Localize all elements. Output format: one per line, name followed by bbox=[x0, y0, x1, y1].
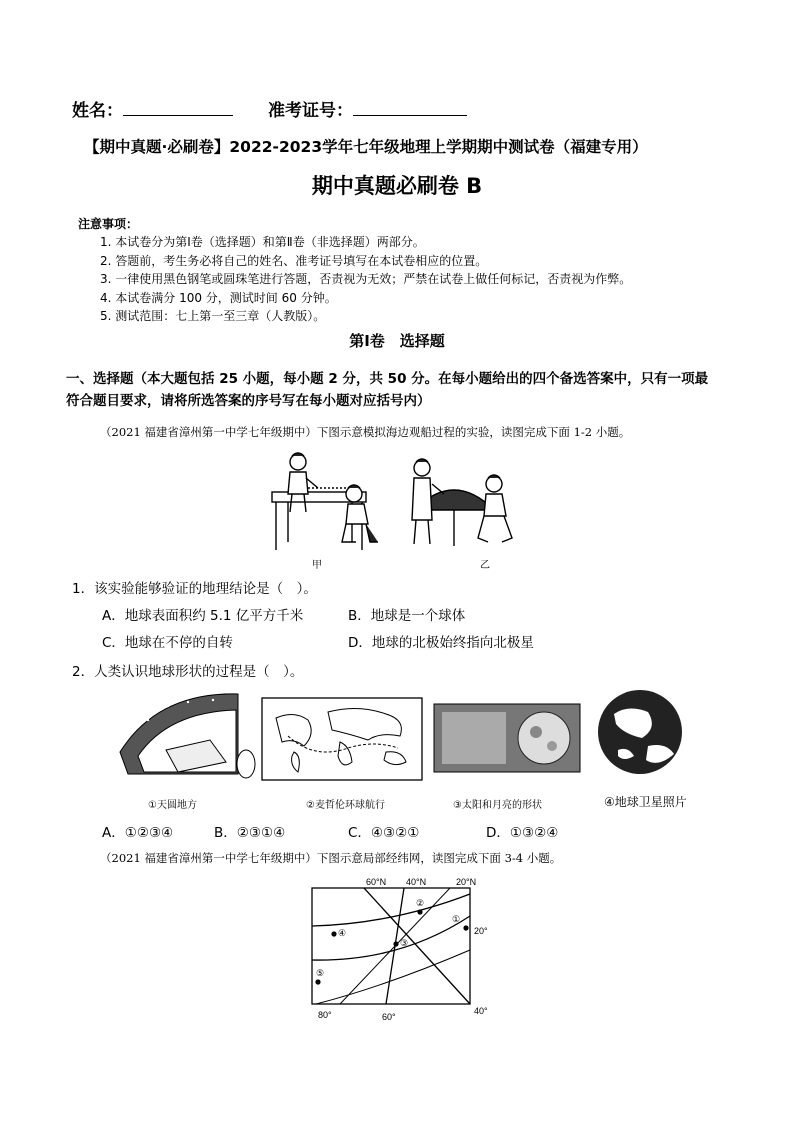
notice-item: 3. 一律使用黑色钢笔或圆珠笔进行答题，否责视为无效；严禁在试卷上做任何标记，否责视为作弊。 bbox=[100, 272, 632, 286]
source-note-2: （2021 福建省漳州第一中学七年级期中）下图示意局部经纬网，读图完成下面 3-4 小题。 bbox=[100, 851, 562, 865]
notice-item: 1. 本试卷分为第Ⅰ卷（选择题）和第Ⅱ卷（非选择题）两部分。 bbox=[100, 235, 425, 249]
dome-sky-figure bbox=[120, 694, 255, 778]
question-1-option-c[interactable]: C．地球在不停的自转 bbox=[102, 635, 233, 651]
lat-label-40n: 40°N bbox=[406, 877, 427, 887]
exam-id-label: 准考证号： bbox=[268, 101, 353, 121]
question-2-option-c[interactable]: C．④③②① bbox=[348, 825, 420, 841]
point-2: ② bbox=[416, 898, 425, 908]
section-title: 第Ⅰ卷 选择题 bbox=[349, 332, 445, 350]
name-blank[interactable] bbox=[123, 99, 233, 116]
notice-heading: 注意事项： bbox=[78, 217, 139, 231]
history-illustrations bbox=[118, 690, 688, 790]
exam-subtitle: 期中真题必刷卷 B bbox=[311, 174, 483, 198]
lon-label-40: 40° bbox=[474, 1006, 488, 1016]
caption-4: ④地球卫星照片 bbox=[604, 795, 687, 809]
graticule-diagram bbox=[300, 874, 500, 1024]
part1-instructions bbox=[66, 368, 708, 412]
lon-label-60: 60° bbox=[382, 1012, 396, 1022]
name-label: 姓名： bbox=[72, 101, 123, 121]
question-1-option-a[interactable]: A．地球表面积约 5.1 亿平方千米 bbox=[102, 608, 304, 624]
question-2-figures bbox=[118, 690, 688, 810]
question-1-option-d[interactable]: D．地球的北极始终指向北极星 bbox=[348, 635, 534, 651]
earth-photo-figure bbox=[598, 690, 682, 774]
notice-item: 2. 答题前，考生务必将自己的姓名、准考证号填写在本试卷相应的位置。 bbox=[100, 253, 488, 268]
exam-id-field bbox=[268, 96, 467, 121]
exam-id-blank[interactable] bbox=[353, 99, 467, 116]
notice-item: 4. 本试卷满分 100 分，测试时间 60 分钟。 bbox=[100, 290, 337, 305]
question-2-option-b[interactable]: B．②③①④ bbox=[214, 825, 286, 841]
question-2-option-a[interactable]: A．①②③④ bbox=[102, 825, 174, 841]
sun-moon-figure bbox=[434, 704, 580, 772]
point-1: ① bbox=[452, 914, 461, 924]
figure-graticule bbox=[300, 874, 500, 1024]
name-field bbox=[72, 96, 233, 121]
question-1-stem: 1．该实验能够验证的地理结论是（ ）。 bbox=[72, 581, 317, 597]
point-3: ③ bbox=[400, 938, 409, 948]
lat-label-60n: 60°N bbox=[366, 877, 387, 887]
lon-label-80: 80° bbox=[318, 1010, 332, 1020]
figure-ship-experiment bbox=[262, 450, 532, 570]
point-5: ⑤ bbox=[316, 968, 325, 978]
caption-3: ③太阳和月亮的形状 bbox=[453, 800, 542, 811]
figure-label-yi: 乙 bbox=[480, 560, 490, 571]
question-2-stem: 2．人类认识地球形状的过程是（ ）。 bbox=[72, 664, 304, 680]
figure-label-jia: 甲 bbox=[312, 560, 322, 571]
source-note-1: （2021 福建省漳州第一中学七年级期中）下图示意模拟海边观船过程的实验，读图完成下面 1-2 小题。 bbox=[100, 425, 631, 439]
point-4: ④ bbox=[338, 928, 347, 938]
caption-1: ①天圆地方 bbox=[148, 800, 197, 811]
part1-line1: 一、选择题（本大题包括 25 小题，每小题 2 分，共 50 分。在每小题给出的四个备选答案中，只有一项最 bbox=[66, 371, 709, 387]
question-2-option-d[interactable]: D．①③②④ bbox=[486, 825, 559, 841]
world-map-figure bbox=[262, 698, 422, 780]
notice-item: 5. 测试范围：七上第一至三章（人教版）。 bbox=[100, 309, 326, 323]
lat-label-20n: 20°N bbox=[456, 877, 477, 887]
question-1-option-b[interactable]: B．地球是一个球体 bbox=[348, 608, 466, 624]
part1-line2: 符合题目要求，请将所选答案的序号写在每小题对应括号内） bbox=[66, 393, 431, 409]
experiment-illustration bbox=[262, 450, 532, 570]
exam-title: 【期中真题·必刷卷】2022-2023学年七年级地理上学期期中测试卷（福建专用） bbox=[84, 138, 648, 156]
caption-2: ②麦哲伦环球航行 bbox=[306, 800, 385, 811]
lon-label-20: 20° bbox=[474, 926, 488, 936]
notice-list bbox=[100, 233, 631, 326]
